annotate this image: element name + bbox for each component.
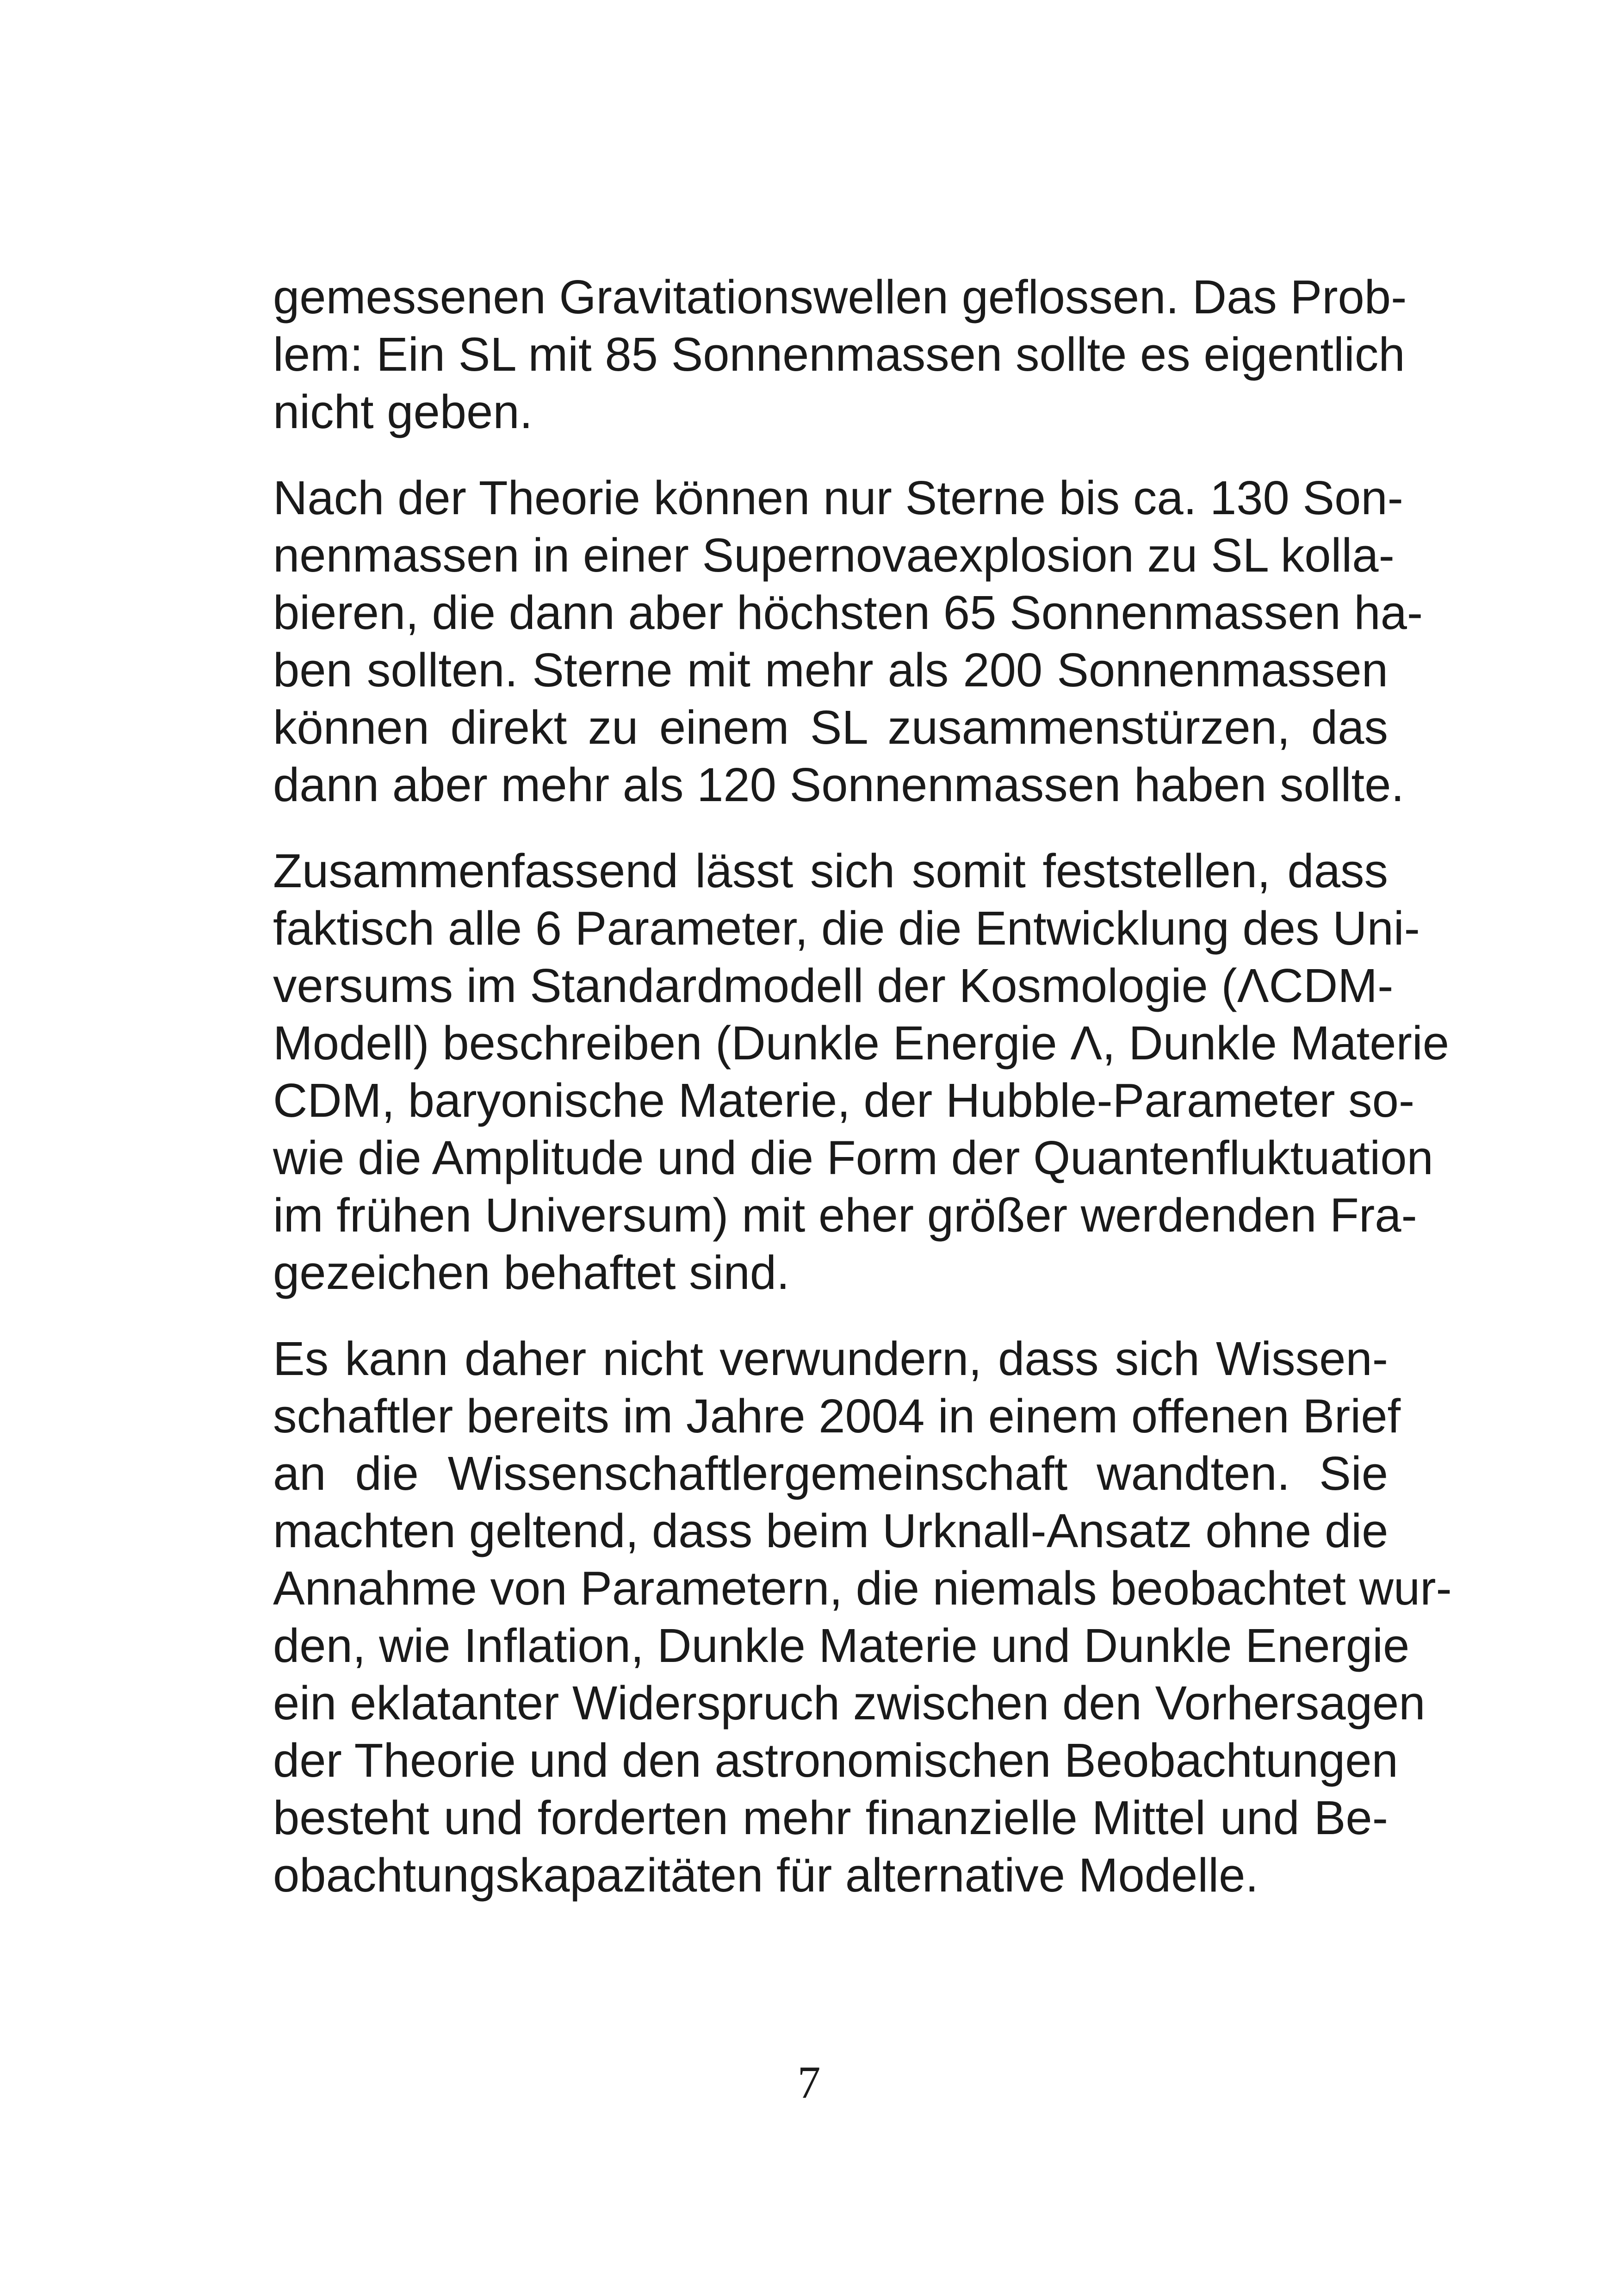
text-line: nenmassen in einer Supernovaexplosion zu SL kolla- [273, 529, 1395, 582]
text-line: besteht und forderten mehr finanzielle Mittel und Be- [273, 1791, 1388, 1844]
text-line: Es kann daher nicht verwundern, dass sich Wissen- [273, 1332, 1388, 1385]
paragraph-4 [273, 1330, 1452, 1904]
text-line: ben sollten. Sterne mit mehr als 200 Sonnenmassen [273, 643, 1388, 697]
text-line: ein eklatanter Widerspruch zwischen den Vorhersagen [273, 1676, 1426, 1730]
text-line: bieren, die dann aber höchsten 65 Sonnenmassen ha- [273, 586, 1423, 639]
text-line: Nach der Theorie können nur Sterne bis ca. 130 Son- [273, 471, 1403, 524]
paragraph-3 [273, 842, 1450, 1301]
text-line: können direkt zu einem SL zusammenstürzen, das [273, 701, 1388, 754]
text-line: gemessenen Gravitationswellen geflossen. Das Prob- [273, 270, 1407, 324]
text-line: Annahme von Parametern, die niemals beobachtet wur- [273, 1562, 1452, 1615]
text-line: machten geltend, dass beim Urknall-Ansatz ohne die [273, 1504, 1389, 1557]
paragraph-1 [273, 268, 1407, 441]
text-line: schaftler bereits im Jahre 2004 in einem offenen Brief [273, 1389, 1401, 1443]
text-line: im frühen Universum) mit eher größer werdenden Fra- [273, 1188, 1417, 1242]
body-text [273, 268, 1452, 1933]
text-line: Zusammenfassend lässt sich somit feststellen, dass [273, 844, 1388, 897]
paragraph-2 [273, 469, 1423, 814]
text-line: Modell) beschreiben (Dunkle Energie Λ, Dunkle Materie [273, 1016, 1450, 1070]
text-line: obachtungskapazitäten für alternative Modelle. [273, 1848, 1259, 1902]
text-line: der Theorie und den astronomischen Beobachtungen [273, 1734, 1398, 1787]
text-line: faktisch alle 6 Parameter, die die Entwicklung des Uni- [273, 902, 1420, 955]
text-line: dann aber mehr als 120 Sonnenmassen haben sollte. [273, 758, 1405, 811]
text-line: an die Wissenschaftlergemeinschaft wandten. Sie [273, 1447, 1388, 1500]
text-line: CDM, baryonische Materie, der Hubble-Parameter so- [273, 1074, 1415, 1127]
text-line: nicht geben. [273, 385, 533, 438]
text-line: den, wie Inflation, Dunkle Materie und Dunkle Energie [273, 1619, 1410, 1672]
page-number: 7 [797, 2057, 821, 2108]
text-line: lem: Ein SL mit 85 Sonnenmassen sollte es eigentlich [273, 328, 1405, 381]
text-line: versums im Standardmodell der Kosmologie (ΛCDM- [273, 959, 1394, 1012]
text-line: wie die Amplitude und die Form der Quantenfluktuation [273, 1131, 1433, 1184]
text-line: gezeichen behaftet sind. [273, 1246, 790, 1299]
